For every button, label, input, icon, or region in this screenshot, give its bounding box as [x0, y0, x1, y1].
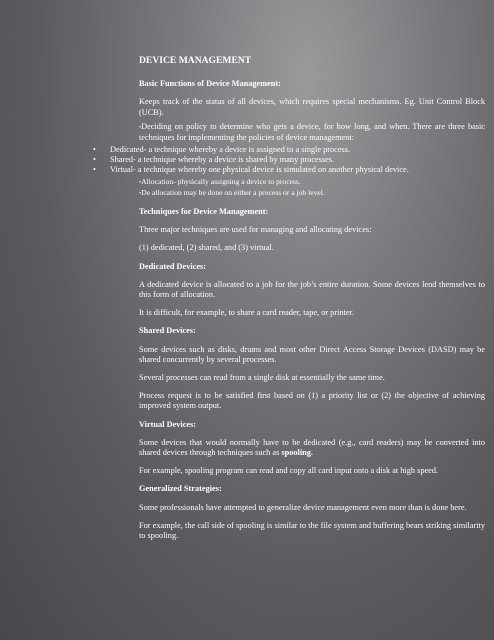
heading-generalized-strategies: Generalized Strategies: [139, 484, 222, 494]
lower-content [139, 207, 485, 549]
paragraph-virtual-1 [139, 438, 485, 458]
paragraph-generalized-1: Some professionals have attempted to generalize device management even more than is done here. [139, 502, 467, 512]
heading-dedicated-devices: Dedicated Devices: [139, 261, 207, 271]
paragraph-technique-list: (1) dedicated, (2) shared, and (3) virtual. [139, 243, 274, 253]
paragraph-status-tracking: Keeps track of the status of all devices, which requires special mechanisms. Eg. Unit Control Block (UCB). [139, 97, 485, 117]
paragraph-generalized-2: For example, the call side of spooling is similar to the file system and buffering bears striking similarity to spooling. [139, 520, 485, 541]
paragraph-virtual-2: For example, spooling program can read and copy all card input onto a disk at high speed. [139, 466, 439, 476]
paragraph-dedicated-2: It is difficult, for example, to share a card reader, tape, or printer. [139, 308, 354, 318]
paragraph-shared-3: Process request is to be satisfied first based on (1) a priority list or (2) the objective of achieving improved system output. [139, 391, 485, 411]
allocation-notes [139, 177, 485, 199]
note-deallocation [139, 188, 485, 199]
paragraph-virtual-1-text: Some devices that would normally have to be dedicated (e.g., card readers) may be converted into shared devices through techniques such as [139, 437, 485, 458]
bullet-mark: • [139, 124, 142, 131]
technique-bullet-list [93, 145, 485, 176]
note-allocation-text: Allocation- physically assigning a device to process. [141, 177, 301, 186]
paragraph-shared-1: Some devices such as disks, drums and most other Direct Access Storage Devices (DASD) may be shared concurrently by several processes. [139, 344, 485, 364]
spooling-term: spooling. [281, 448, 313, 458]
paragraph-three-techniques: Three major techniques are used for managing and allocating devices: [139, 225, 372, 235]
heading-techniques: Techniques for Device Management: [139, 207, 269, 216]
note-deallocation-text: De allocation may be done on either a process or a job level. [141, 188, 325, 198]
bullet-virtual: • Virtual- a technique whereby one physical device is simulated on another physical device. [93, 165, 485, 175]
bullet-mark: • [139, 191, 142, 198]
paragraph-policy [139, 122, 485, 143]
heading-shared-devices: Shared Devices: [139, 326, 196, 336]
note-allocation [139, 177, 485, 188]
upper-content [139, 56, 485, 143]
paragraph-policy-text: Deciding on policy to determine who gets a device, for how long, and when. There are three basic techniques for implementing the policies of device management: [139, 121, 485, 143]
paragraph-dedicated-1: A dedicated device is allocated to a job for the job’s entire duration. Some devices lend themselves to this form of allocation. [139, 279, 485, 300]
document-title: DEVICE MANAGEMENT [139, 55, 252, 66]
heading-basic-functions: Basic Functions of Device Management: [139, 79, 281, 89]
bullet-dedicated: • Dedicated- a technique whereby a device is assigned to a single process. [93, 145, 485, 155]
heading-virtual-devices: Virtual Devices: [139, 419, 197, 429]
paragraph-shared-2: Several processes can read from a single disk at essentially the same time. [139, 373, 385, 383]
bullet-mark: • [139, 180, 142, 186]
bullet-shared: • Shared- a technique whereby a device is shared by many processes. [93, 155, 485, 165]
